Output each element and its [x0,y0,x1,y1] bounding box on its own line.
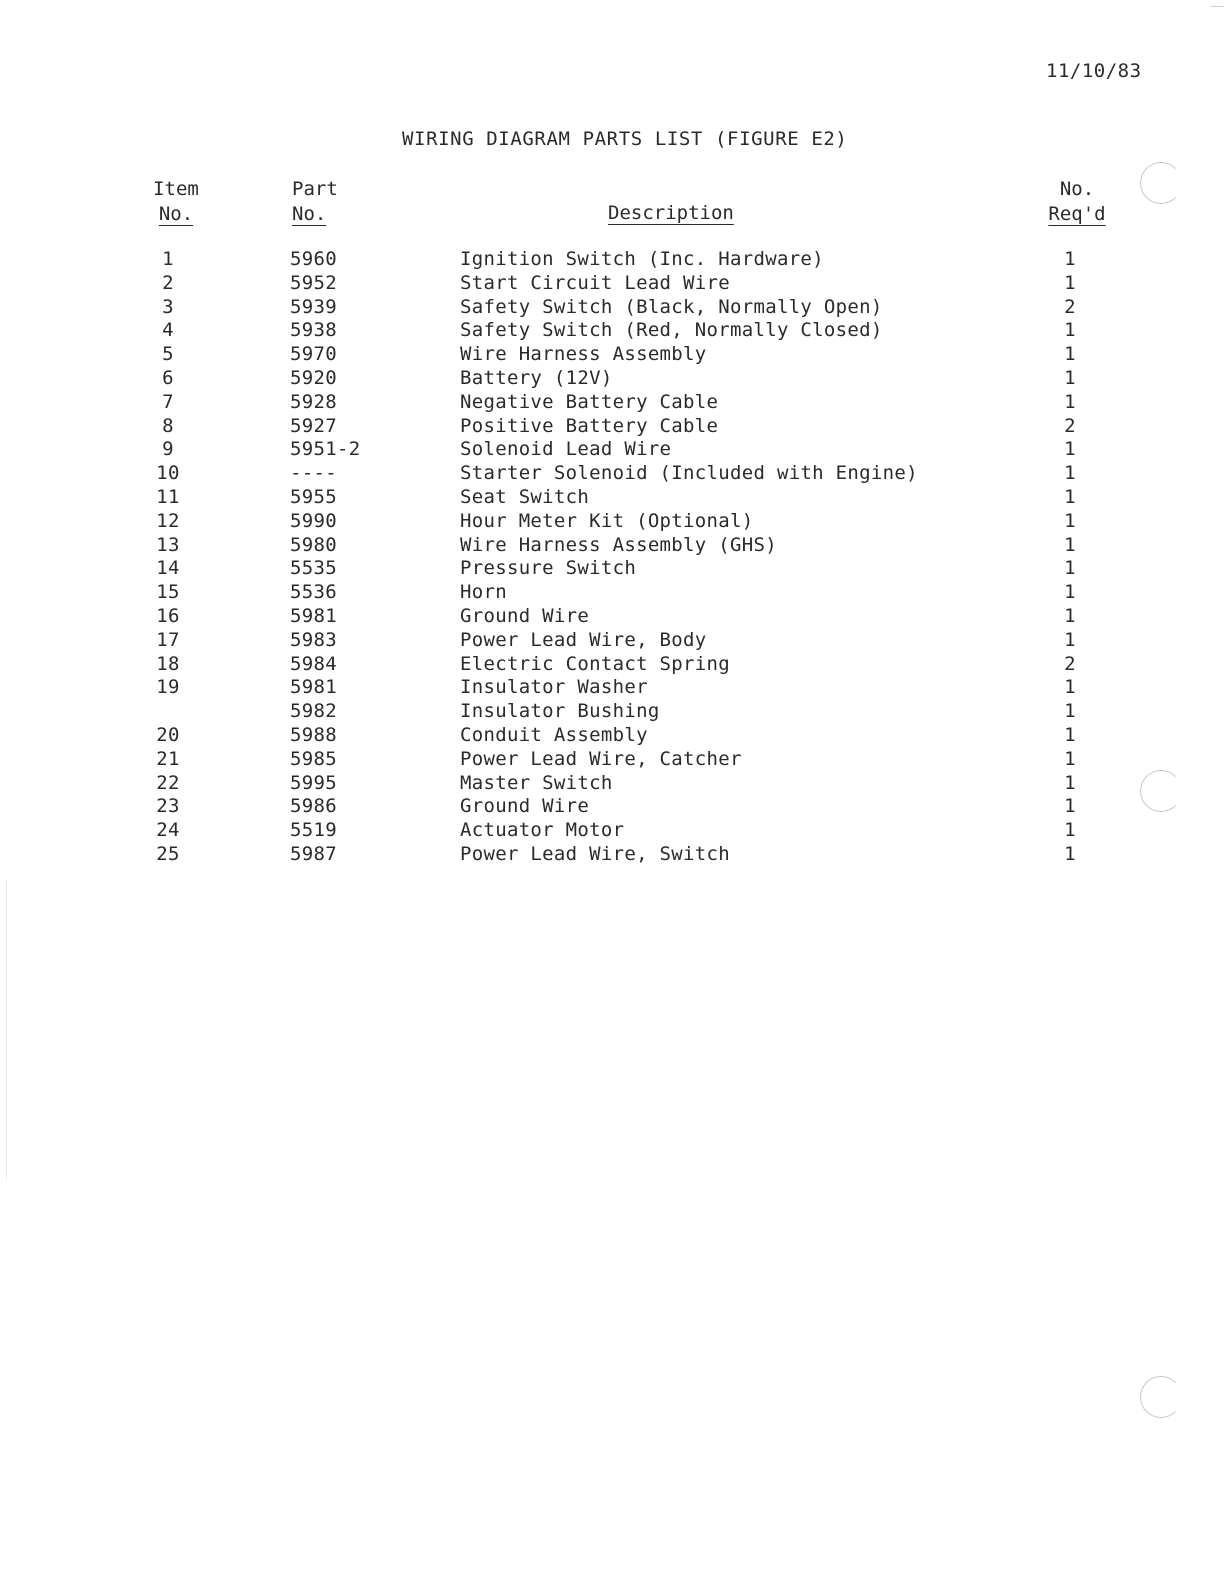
column-header-part-line1: Part [292,178,338,200]
item-number-cell: 18 [156,652,180,675]
quantity-cell: 1 [1064,723,1076,746]
item-number-cell: 16 [156,604,180,627]
part-number-cell: 5984 [290,652,337,675]
part-number-cell: 5990 [290,509,337,532]
table-row [140,819,1100,843]
table-row [140,319,1100,343]
quantity-cell: 1 [1064,700,1076,723]
description-cell: Solenoid Lead Wire [460,438,672,461]
document-date: 11/10/83 [1046,60,1142,82]
description-cell: Insulator Bushing [460,700,660,723]
part-number-cell: 5981 [290,676,337,699]
quantity-cell: 1 [1064,390,1076,413]
part-number-cell: 5970 [290,343,337,366]
description-cell: Wire Harness Assembly (GHS) [460,533,777,556]
table-row [140,343,1100,367]
quantity-cell: 1 [1064,366,1076,389]
item-number-cell: 20 [156,723,180,746]
column-header-part-line2: No. [292,203,327,225]
table-row [140,272,1100,296]
part-number-cell: 5920 [290,366,337,389]
table-row [140,629,1100,653]
part-number-cell: 5980 [290,533,337,556]
column-header-req-line2: Req'd [1048,203,1106,225]
quantity-cell: 1 [1064,771,1076,794]
table-row [140,605,1100,629]
part-number-cell: 5536 [290,581,337,604]
item-number-cell: 19 [156,676,180,699]
table-row [140,748,1100,772]
part-number-cell: 5928 [290,390,337,413]
part-number-cell: 5987 [290,842,337,865]
quantity-cell: 2 [1064,295,1076,318]
quantity-cell: 1 [1064,795,1076,818]
item-number-cell: 6 [162,366,174,389]
description-cell: Horn [460,581,507,604]
description-cell: Hour Meter Kit (Optional) [460,509,754,532]
table-row [140,581,1100,605]
description-cell: Starter Solenoid (Included with Engine) [460,462,918,485]
quantity-cell: 1 [1064,604,1076,627]
item-number-cell: 24 [156,819,180,842]
item-number-cell: 14 [156,557,180,580]
item-number-cell: 5 [162,343,174,366]
table-row [140,415,1100,439]
column-header-req-line1: No. [1059,178,1095,200]
table-row [140,296,1100,320]
table-row [140,367,1100,391]
item-number-cell: 12 [156,509,180,532]
part-number-cell: 5938 [290,319,337,342]
quantity-cell: 1 [1064,557,1076,580]
page-title: WIRING DIAGRAM PARTS LIST (FIGURE E2) [402,128,848,150]
table-row [140,557,1100,581]
item-number-cell: 3 [162,295,174,318]
item-number-cell: 9 [162,438,174,461]
description-cell: Actuator Motor [460,819,625,842]
table-row [140,724,1100,748]
part-number-cell: 5983 [290,628,337,651]
part-number-cell: 5988 [290,723,337,746]
punch-hole-top [1140,162,1182,204]
quantity-cell: 1 [1064,509,1076,532]
item-number-cell: 8 [162,414,174,437]
quantity-cell: 1 [1064,343,1076,366]
table-row [140,462,1100,486]
item-number-cell: 21 [156,747,180,770]
description-cell: Conduit Assembly [460,723,648,746]
description-cell: Positive Battery Cable [460,414,719,437]
description-cell: Start Circuit Lead Wire [460,271,730,294]
table-row [140,534,1100,558]
quantity-cell: 1 [1064,438,1076,461]
column-header-description [608,201,734,226]
item-number-cell: 22 [156,771,180,794]
part-number-cell: 5951-2 [290,438,361,461]
quantity-cell: 2 [1064,652,1076,675]
quantity-cell: 1 [1064,581,1076,604]
part-number-cell: 5939 [290,295,337,318]
quantity-cell: 1 [1064,842,1076,865]
part-number-cell: 5995 [290,771,337,794]
part-number-cell: 5982 [290,700,337,723]
column-header-description-label: Description [608,202,734,224]
description-cell: Safety Switch (Red, Normally Closed) [460,319,883,342]
description-cell: Ground Wire [460,604,590,627]
table-row [140,438,1100,462]
column-header-part-no [292,177,348,227]
description-cell: Safety Switch (Black, Normally Open) [460,295,883,318]
quantity-cell: 1 [1064,628,1076,651]
description-cell: Insulator Washer [460,676,648,699]
item-number-cell: 15 [156,581,180,604]
quantity-cell: 1 [1064,319,1076,342]
quantity-cell: 2 [1064,414,1076,437]
punch-hole-middle [1140,770,1182,812]
description-cell: Seat Switch [460,485,590,508]
table-row [140,772,1100,796]
table-row [140,486,1100,510]
description-cell: Wire Harness Assembly [460,343,707,366]
part-number-cell: 5960 [290,248,337,270]
description-cell: Electric Contact Spring [460,652,730,675]
table-row [140,391,1100,415]
item-number-cell: 10 [156,462,180,485]
description-cell: Power Lead Wire, Switch [460,842,730,865]
item-number-cell: 4 [162,319,174,342]
part-number-cell: 5519 [290,819,337,842]
part-number-cell: 5985 [290,747,337,770]
quantity-cell: 1 [1064,462,1076,485]
part-number-cell: 5535 [290,557,337,580]
column-header-item-no [148,177,204,227]
table-row [140,795,1100,819]
column-header-item-line1: Item [153,178,199,200]
quantity-cell: 1 [1064,533,1076,556]
item-number-cell: 23 [156,795,180,818]
table-row [140,653,1100,677]
table-row [140,248,1100,272]
table-row [140,676,1100,700]
item-number-cell: 13 [156,533,180,556]
table-row [140,700,1100,724]
scan-edge-line [6,880,7,1180]
part-number-cell: 5927 [290,414,337,437]
description-cell: Pressure Switch [460,557,637,580]
quantity-cell: 1 [1064,676,1076,699]
item-number-cell: 11 [156,485,180,508]
table-row [140,510,1100,534]
part-number-cell: 5952 [290,271,337,294]
item-number-cell: 1 [162,248,174,270]
description-cell: Negative Battery Cable [460,390,719,413]
description-cell: Ground Wire [460,795,590,818]
item-number-cell: 2 [162,271,174,294]
part-number-cell: 5955 [290,485,337,508]
description-cell: Power Lead Wire, Body [460,628,707,651]
quantity-cell: 1 [1064,819,1076,842]
item-number-cell: 7 [162,390,174,413]
table-row [140,843,1100,867]
column-header-item-line2: No. [158,203,194,225]
description-cell: Ignition Switch (Inc. Hardware) [460,248,824,270]
quantity-cell: 1 [1064,271,1076,294]
part-number-cell: 5986 [290,795,337,818]
description-cell: Master Switch [460,771,613,794]
item-number-cell: 25 [156,842,180,865]
description-cell: Battery (12V) [460,366,613,389]
item-number-cell: 17 [156,628,180,651]
quantity-cell: 1 [1064,248,1076,270]
punch-hole-bottom [1140,1376,1182,1418]
column-header-quantity [1044,177,1110,227]
parts-list-table [140,248,1100,867]
description-cell: Power Lead Wire, Catcher [460,747,742,770]
quantity-cell: 1 [1064,485,1076,508]
part-number-cell: ---- [290,462,337,485]
part-number-cell: 5981 [290,604,337,627]
quantity-cell: 1 [1064,747,1076,770]
page-corner-mark [1210,0,1224,7]
